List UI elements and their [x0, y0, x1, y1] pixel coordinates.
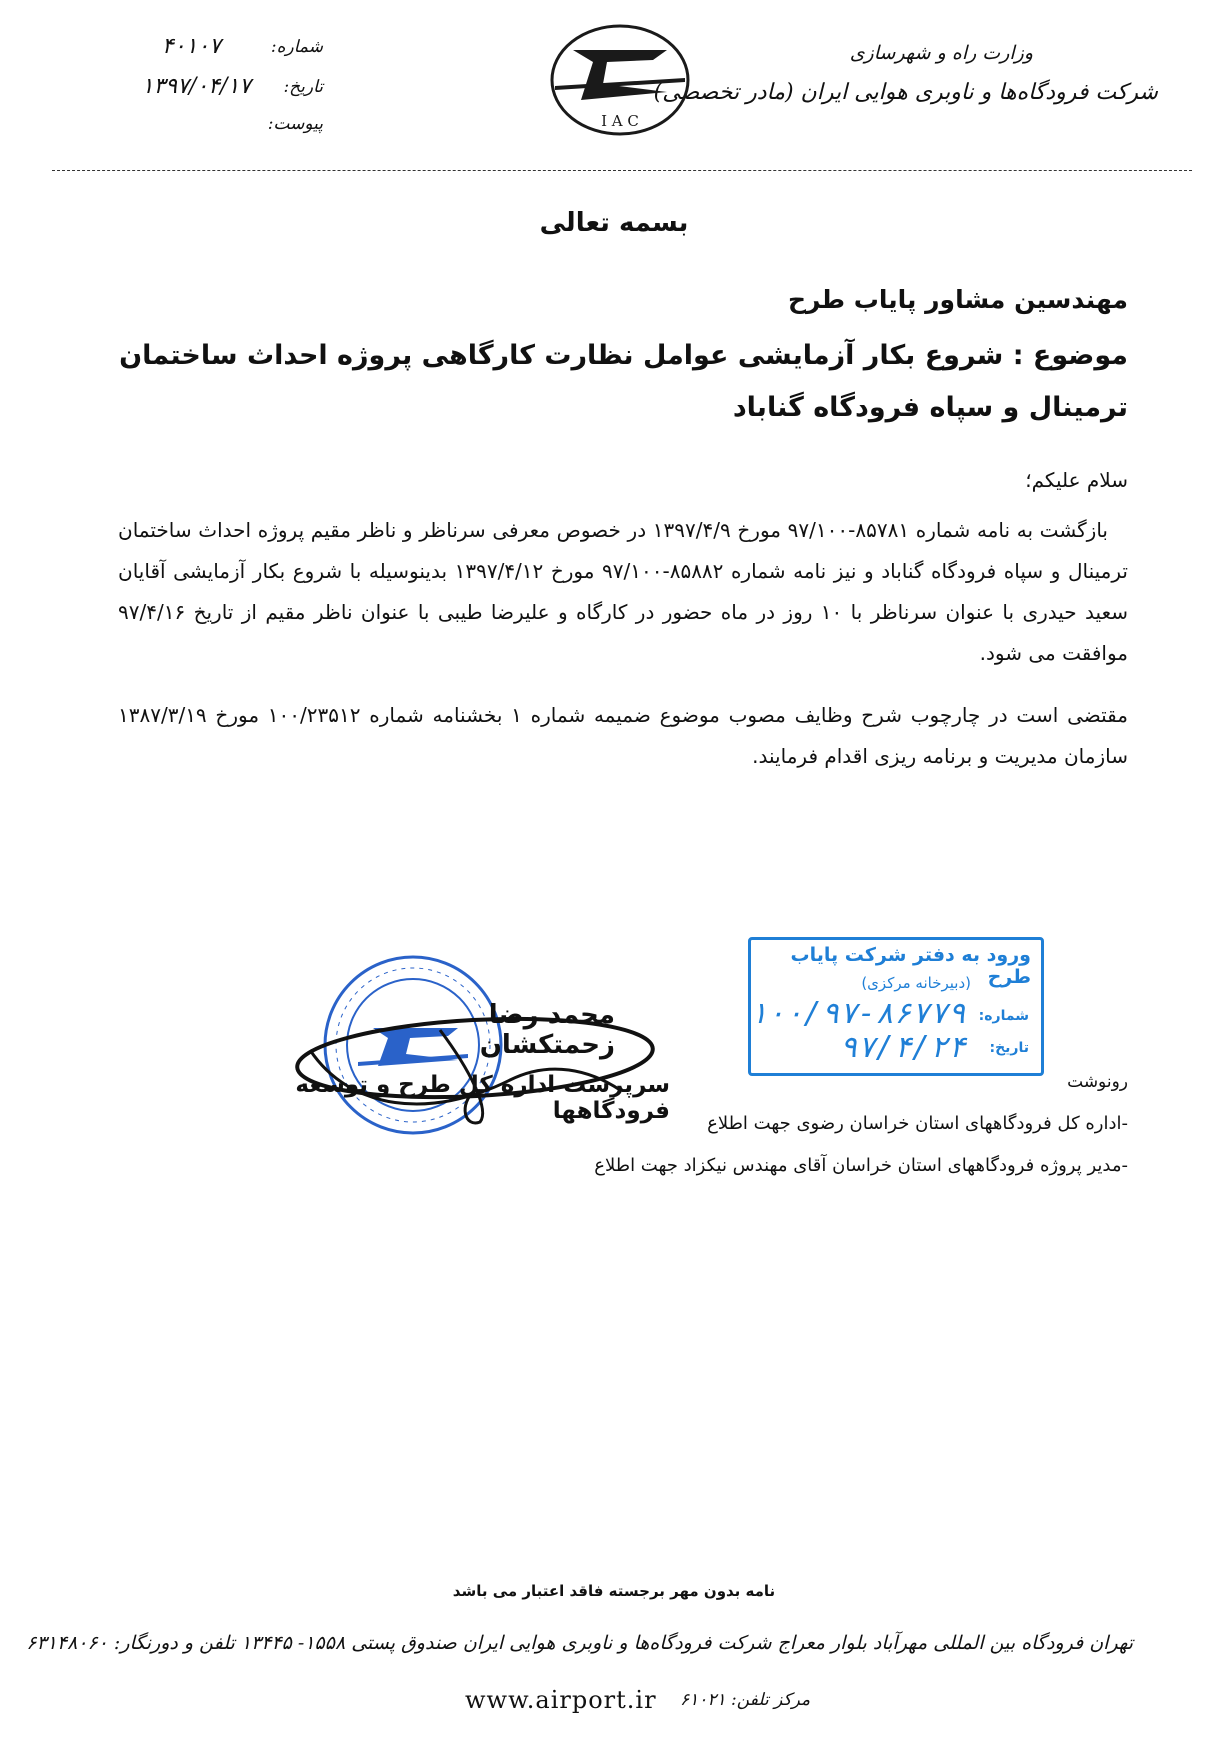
cc-item: -اداره کل فرودگاههای استان خراسان رضوی جهت اطلاع — [707, 1113, 1128, 1134]
body-paragraph-2: مقتضی است در چارچوب شرح وظایف مصوب موضوع ضمیمه شماره ۱ بخشنامه شماره ۱۰۰/۲۳۵۱۲ مورخ ۱۳۸۷/۳/۱۹ سازمان مدیریت و برنامه ریزی اقدام فرمایند. — [118, 703, 1128, 768]
recipient: مهندسین مشاور پایاب طرح — [787, 285, 1128, 314]
body-paragraph-1: بازگشت به نامه شماره ۸۵۷۸۱-۹۷/۱۰۰ مورخ ۱۳۹۷/۴/۹ در خصوص معرفی سرناظر و ناظر مقیم پروژه احداث ساختمان ترمینال و سپاه فرودگاه گناباد و نیز نامه شماره ۸۵۸۸۲-۹۷/۱۰۰ مورخ ۱۳۹۷/۴/۱۲ بدینوسیله با شروع بکار آزمایشی آقایان سعید حیدری با عنوان سرناظر با ۱۰ روز در ماه حضور در کارگاه و علیرضا طیبی با عنوان ناظر مقیم از تاریخ ۹۷/۴/۱۶ موافقت می شود. — [118, 518, 1128, 665]
greeting: سلام علیکم؛ — [1025, 468, 1128, 492]
stamp-subtitle: (دبیرخانه مرکزی) — [861, 974, 971, 992]
stamp-date-value: ۹۷/۴/۲۴ — [839, 1030, 966, 1065]
website-link[interactable]: www.airport.ir — [465, 1686, 657, 1714]
cc-item: -مدیر پروژه فرودگاههای استان خراسان آقای مهندس نیکزاد جهت اطلاع — [594, 1155, 1128, 1176]
letter-attachment-row — [263, 114, 323, 134]
company-name: شرکت فرودگاه‌ها و ناوبری هوایی ایران (مادر تخصصی) — [653, 80, 1158, 105]
subject-line: موضوع : شروع بکار آزمایشی عوامل نظارت کارگاهی پروژه احداث ساختمان ترمینال و سپاه فرودگاه گناباد — [119, 340, 1128, 423]
stamp-number-label: شماره: — [978, 1008, 1029, 1024]
ministry-name: وزارت راه و شهرسازی — [849, 42, 1033, 64]
stamp-number-value: ۱۰۰/۹۷-۸۶۷۷۹ — [749, 996, 966, 1031]
header-divider — [52, 170, 1192, 171]
letter-number-row — [162, 34, 323, 59]
stamp-title: ورود به دفتر شرکت پایاب طرح — [790, 944, 1031, 988]
stamp-date-label: تاریخ: — [989, 1040, 1029, 1056]
iac-logo — [545, 22, 695, 142]
number-value: ۴۰۱۰۷ — [161, 34, 221, 59]
validity-notice: نامه بدون مهر برجسته فاقد اعتبار می باشد — [452, 1582, 776, 1600]
receipt-stamp — [748, 937, 1044, 1076]
footer-address: تهران فرودگاه بین المللی مهرآباد بلوار معراج شرکت فرودگاه‌ها و ناوبری هوایی ایران صندوق پستی ۱۵۵۸- ۱۳۴۴۵ تلفن و دورنگار: ۶۳۱۴۸۰۶۰ — [26, 1632, 1133, 1654]
date-value: ۱۳۹۷/۰۴/۱۷ — [141, 74, 251, 99]
logo-text: I A C — [601, 112, 639, 130]
number-label: شماره: — [270, 36, 323, 57]
attachment-label: پیوست: — [267, 114, 323, 134]
signatory-title: سرپرست اداره کل طرح و توسعه فرودگاهها — [295, 1072, 670, 1124]
letter-date-row — [142, 74, 323, 99]
phone-center: مرکز تلفن: ۶۱۰۲۱ — [680, 1690, 811, 1710]
invocation: بسمه تعالی — [539, 208, 689, 238]
signatory-name: محمد رضا زحمتکشان — [479, 1000, 615, 1060]
date-label: تاریخ: — [283, 76, 323, 97]
cc-heading: رونوشت — [1067, 1072, 1128, 1092]
